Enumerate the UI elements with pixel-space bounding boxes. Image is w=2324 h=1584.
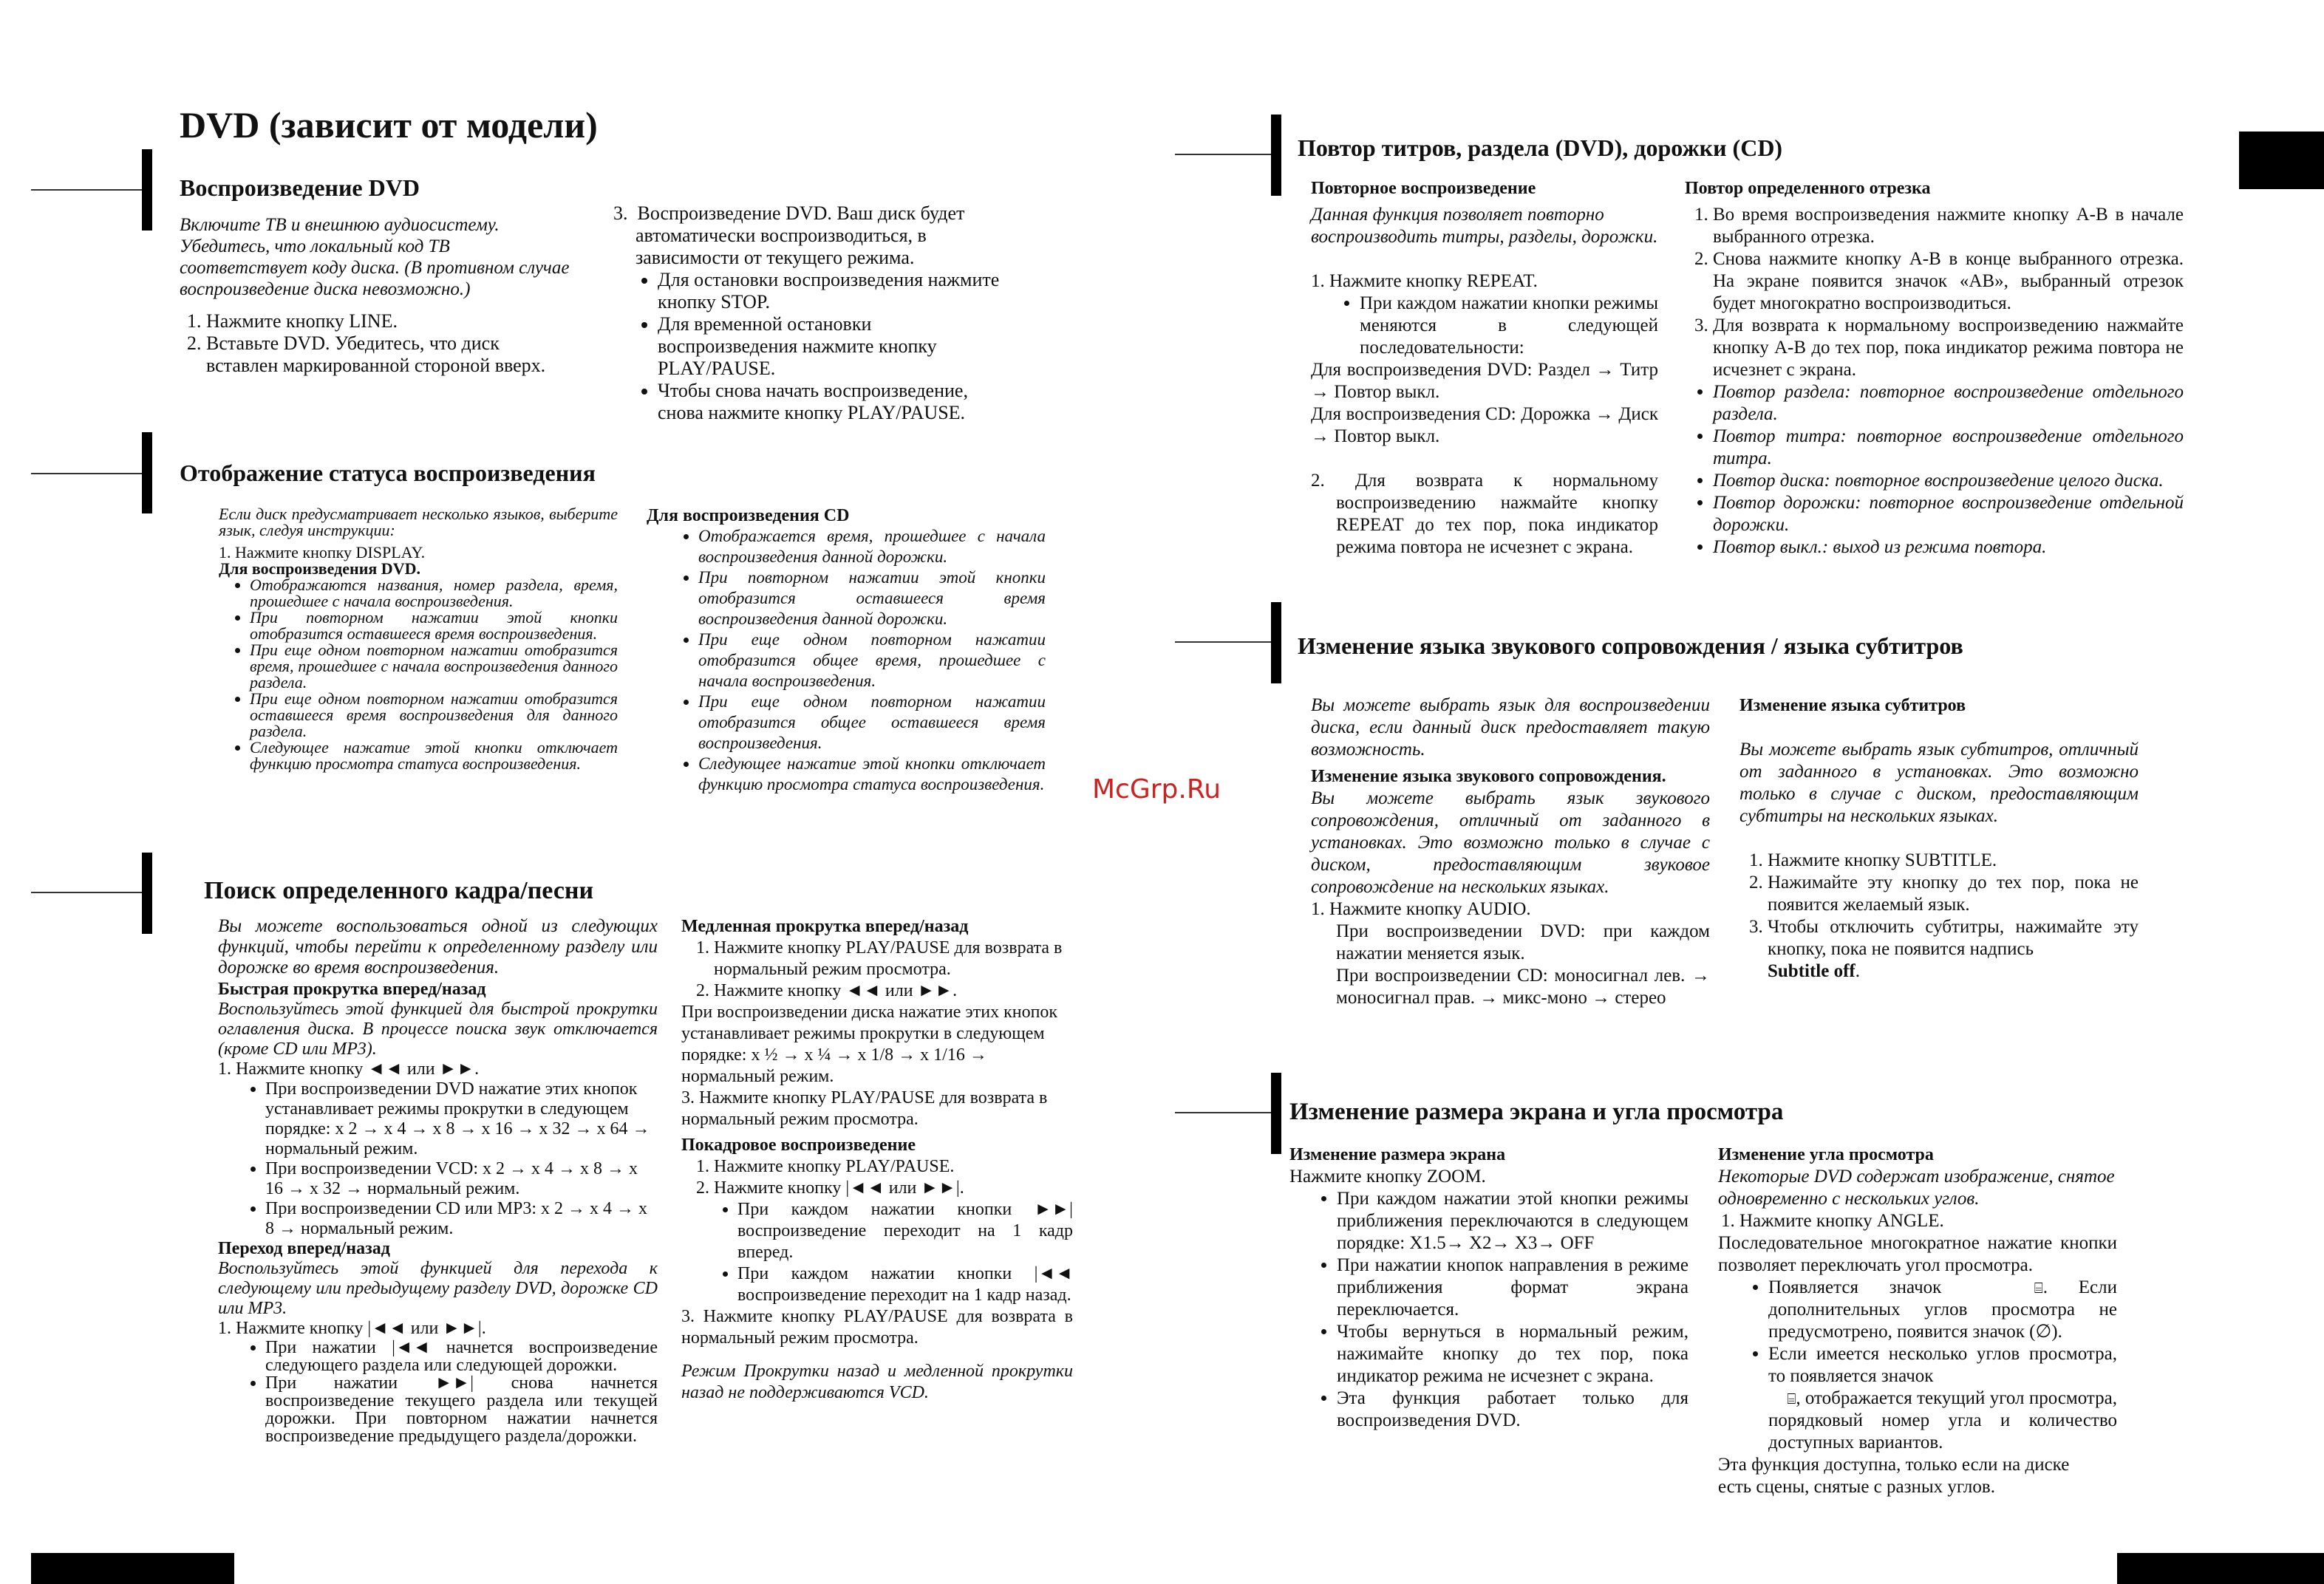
status-intro: Если диск предусматривает несколько языков, выберите язык, следуя инструкции: — [219, 505, 618, 539]
repeat-heading: Повторное воспроизведение — [1311, 179, 1536, 198]
fast-step: 1. Нажмите кнопку ◄◄ или ►►. — [218, 1059, 480, 1079]
list-item: • Повтор дорожки: повторное воспроизведение отдельной дорожки. — [1713, 492, 2184, 536]
dvd-playback-steps — [180, 310, 571, 377]
dvd-playback-intro: Включите ТВ и внешнюю аудиосистему. Убедитесь, что локальный код ТВ соответствует коду диска. (В противном случае воспроизведение диска невозможно.) — [180, 215, 570, 299]
list-item: 1. Нажмите кнопку LINE. — [206, 310, 571, 332]
subtitle-steps — [1739, 850, 2139, 983]
section-marker-line — [31, 892, 142, 893]
angle-bullet2-end: , отображается текущий угол просмотра, порядковый номер угла и количество доступных вариантов. — [1768, 1388, 2118, 1452]
section-heading-search: Поиск определенного кадра/песни — [204, 877, 594, 904]
search-col2 — [681, 916, 1073, 1404]
section-marker-line — [31, 473, 142, 474]
dvd-playback-step3: 3. Воспроизведение DVD. Ваш диск будет автоматически воспроизводиться, в зависимости от текущего режима. — [613, 202, 965, 268]
zoom-bullets — [1289, 1188, 1689, 1432]
reverse-note: Режим Прокрутки назад и медленной прокрутки назад не поддерживаются VCD. — [681, 1362, 1073, 1402]
angle-bullet1-end: . Если дополнительных углов просмотра не предусмотрено, появится значок (∅). — [1768, 1277, 2117, 1342]
page-title: DVD (зависит от модели) — [180, 104, 598, 146]
section-marker-bar — [142, 853, 152, 934]
ab-repeat-steps — [1685, 204, 2184, 381]
list-item: 3. Для возврата к нормальному воспроизведению нажмайте кнопку A-B до тех пор, пока индикатор режима повтора не исчезнет с экрана. — [1713, 315, 2184, 381]
list-item: • Следующее нажатие этой кнопки отключает функцию просмотра статуса воспроизведения. — [698, 754, 1046, 795]
angle-step1: 1. Нажмите кнопку ANGLE. — [1721, 1211, 1944, 1231]
skip-step: 1. Нажмите кнопку |◄◄ или ►►|. — [218, 1319, 486, 1338]
section-marker-line — [31, 189, 142, 191]
list-item: • Повтор выкл.: выход из режима повтора. — [1713, 536, 2184, 559]
skip-bullets — [218, 1339, 658, 1445]
repeat-intro: Данная функция позволяет повторно воспроизводить титры, разделы, дорожки. — [1311, 205, 1658, 247]
list-item: • При воспроизведении DVD нажатие этих кнопок устанавливает режимы прокрутки в следующем порядке: x 2 → x 4 → x 8 → x 16 → x 32 → x 64 → нормальный режим. — [265, 1079, 658, 1159]
list-item: • При еще одном повторном нажатии отобразится общее оставшееся время воспроизведения. — [698, 692, 1046, 754]
frame-steps — [681, 1156, 1073, 1199]
angle-col2 — [1718, 1144, 2117, 1498]
list-item: • Чтобы вернуться в нормальный режим, нажимайте кнопку до тех пор, пока индикатор режима не исчезнет с экрана. — [1337, 1321, 1689, 1387]
list-item: • Повтор раздела: повторное воспроизведение отдельного раздела. — [1713, 381, 2184, 426]
frame-heading: Покадровое воспроизведение — [681, 1136, 916, 1155]
list-item: • При каждом нажатии этой кнопки режимы приближения переключаются в следующем порядке: X1.5→ X2→ X3→ OFF — [1337, 1188, 1689, 1254]
step3-text: Воспроизведение DVD. Ваш диск будет автоматически воспроизводиться, в зависимости от текущего режима. — [635, 202, 965, 268]
list-item: • При еще одном повторном нажатии отобразится оставшееся время воспроизведения для данного раздела. — [250, 691, 618, 740]
status-cd-bullets — [647, 526, 1046, 795]
section-marker-bar — [142, 149, 152, 231]
angle-bullet1-start: Появляется значок — [1768, 1277, 1942, 1297]
list-item: • Повтор диска: повторное воспроизведение целого диска. — [1713, 470, 2184, 492]
list-item: • Эта функция работает только для воспроизведения DVD. — [1337, 1387, 1689, 1432]
status-dvd-label: Для воспроизведения DVD. — [219, 559, 420, 578]
ab-repeat-heading: Повтор определенного отрезка — [1685, 179, 1931, 198]
angle-end-note: Эта функция доступна, только если на диске есть сцены, снятые с разных углов. — [1718, 1455, 2070, 1497]
repeat-step1: 1. Нажмите кнопку REPEAT. — [1311, 271, 1538, 291]
list-item: 1. Нажмите кнопку PLAY/PAUSE для возврата в нормальный режим просмотра. — [714, 938, 1073, 980]
angle-intro: Некоторые DVD содержат изображение, снятое одновременно с нескольких углов. — [1718, 1167, 2115, 1209]
repeat-bullets — [1311, 293, 1658, 359]
list-item: • Для остановки воспроизведения нажмите кнопку STOP. — [658, 269, 1012, 313]
angle-text: Последовательное многократное нажатие кнопки позволяет переключать угол просмотра. — [1718, 1233, 2117, 1275]
section-heading-dvd-playback: Воспроизведение DVD — [180, 174, 420, 201]
slow-steps — [681, 938, 1073, 1002]
audio-intro: Вы можете выбрать язык звукового сопровождения, отличный от заданного в установках. Это возможно только в случае с диском, предоставляющим звуковое сопровождение на нескольких языках. — [1311, 788, 1710, 897]
frame-bullets — [681, 1199, 1073, 1306]
subtitle-heading: Изменение языка субтитров — [1739, 696, 1966, 715]
section-heading-language: Изменение языка звукового сопровождения / языка субтитров — [1298, 632, 1963, 659]
section-marker-line — [1175, 1112, 1271, 1113]
list-item: 2. Снова нажмите кнопку A-B в конце выбранного отрезка. На экране появится значок «AB», выбранный отрезок будет многократно воспроизводиться. — [1713, 248, 2184, 315]
section-marker-bar — [1271, 115, 1281, 196]
repeat-col2 — [1685, 177, 2184, 559]
bottom-left-tab-block — [31, 1553, 234, 1584]
slow-heading: Медленная прокрутка вперед/назад — [681, 917, 969, 936]
angle-bullet2-start: Если имеется несколько углов просмотра, то появляется значок — [1768, 1344, 2117, 1386]
list-item: • При каждом нажатии кнопки ►►| воспроизведение переходит на 1 кадр вперед. — [737, 1199, 1073, 1263]
list-item: • Отображаются названия, номер раздела, время, прошедшее с начала воспроизведения. — [250, 577, 618, 610]
list-item: 1. Нажмите кнопку PLAY/PAUSE. — [714, 1156, 1073, 1178]
zoom-col1 — [1289, 1144, 1689, 1432]
angle-bullets — [1718, 1277, 2117, 1454]
list-item: • При еще одном повторном нажатии отобразится время, прошедшее с начала воспроизведения данного раздела. — [250, 642, 618, 691]
section-heading-zoom-angle: Изменение размера экрана и угла просмотра — [1289, 1099, 1784, 1125]
dvd-playback-col1 — [180, 214, 571, 377]
fast-intro: Воспользуйтесь этой функцией для быстрой прокрутки оглавления диска. В процессе поиска звук отключается (кроме CD или MP3). — [218, 1000, 658, 1059]
skip-heading: Переход вперед/назад — [218, 1239, 390, 1258]
list-item — [1768, 1277, 2117, 1343]
status-dvd-bullets — [219, 577, 618, 772]
list-item: • При нажатии |◄◄ начнется воспроизведение следующего раздела или следующей дорожки. — [265, 1339, 658, 1374]
language-intro: Вы можете выбрать язык для воспроизведении диска, если данный диск предоставляет такую возможность. — [1311, 695, 1710, 759]
list-item: • При воспроизведении CD или MP3: x 2 → x 4 → x 8 → нормальный режим. — [265, 1199, 658, 1239]
list-item: 1. Нажмите кнопку SUBTITLE. — [1768, 850, 2139, 872]
section-marker-line — [1175, 154, 1271, 155]
angle-heading: Изменение угла просмотра — [1718, 1145, 1934, 1164]
status-display-col2 — [647, 506, 1046, 795]
subtitle-intro: Вы можете выбрать язык субтитров, отличный от заданного в установках. Это возможно только в случае с диском, предоставляющим субтитры на нескольких языках. — [1739, 740, 2139, 826]
subtitle-step3-text: Чтобы отключить субтитры, нажимайте эту кнопку, пока не появится надпись — [1768, 917, 2139, 959]
repeat-step2: 2. Для возврата к нормальному воспроизведению нажмайте кнопку REPEAT до тех пор, пока индикатор режима повтора не исчезнет с экрана. — [1311, 471, 1658, 557]
audio-cd-note: При воспроизведении CD: моносигнал лев. → моносигнал прав. → микс-моно → стерео — [1336, 966, 1710, 1008]
list-item: • Отображается время, прошедшее с начала воспроизведения данной дорожки. — [698, 526, 1046, 567]
camera-angle-icon: ⌸ — [2034, 1279, 2043, 1297]
fast-heading: Быстрая прокрутка вперед/назад — [218, 980, 486, 999]
list-item: 2. Нажимайте эту кнопку до тех пор, пока не появится желаемый язык. — [1768, 872, 2139, 916]
list-item: • При нажатии ►►| снова начнется воспроизведение текущего раздела или текущей дорожки. При повторном нажатии начнется воспроизведение предыдущего раздела/дорожки. — [265, 1374, 658, 1445]
language-col2 — [1739, 694, 2139, 983]
section-marker-bar — [1271, 1073, 1281, 1154]
top-right-tab-block — [2239, 132, 2324, 189]
ab-repeat-bullets — [1685, 381, 2184, 559]
section-heading-status-display: Отображение статуса воспроизведения — [180, 460, 596, 486]
search-col1 — [218, 916, 658, 1445]
list-item: • Следующее нажатие этой кнопки отключает функцию просмотра статуса воспроизведения. — [250, 740, 618, 772]
status-step1: 1. Нажмите кнопку DISPLAY. — [219, 543, 426, 561]
section-marker-bar — [142, 432, 152, 513]
status-cd-label: Для воспроизведения CD — [647, 506, 850, 525]
list-item: • При нажатии кнопок направления в режиме приближения формат экрана переключается. — [1337, 1254, 1689, 1321]
list-item — [1768, 916, 2139, 983]
audio-heading: Изменение языка звукового сопровождения. — [1311, 767, 1666, 786]
list-item: • Чтобы снова начать воспроизведение, снова нажмите кнопку PLAY/PAUSE. — [658, 380, 1012, 424]
list-item — [1768, 1343, 2117, 1454]
zoom-heading: Изменение размера экрана — [1289, 1145, 1506, 1164]
subtitle-off-label: Subtitle off — [1768, 961, 1856, 981]
section-heading-repeat: Повтор титров, раздела (DVD), дорожки (CD) — [1298, 134, 1783, 161]
language-col1 — [1311, 694, 1710, 1009]
search-intro: Вы можете воспользоваться одной из следующих функций, чтобы перейти к определенному разделу или дорожке во время воспроизведения. — [218, 916, 658, 977]
section-marker-line — [1175, 641, 1271, 643]
frame-step3: 3. Нажмите кнопку PLAY/PAUSE для возврата в нормальный режим просмотра. — [681, 1307, 1073, 1348]
list-item: • При повторном нажатии этой кнопки отобразится оставшееся время воспроизведения. — [250, 610, 618, 642]
list-item: • При каждом нажатии кнопки |◄◄ воспроизведение переходит на 1 кадр назад. — [737, 1263, 1073, 1306]
list-item: • При повторном нажатии этой кнопки отобразится оставшееся время воспроизведения данной дорожки. — [698, 567, 1046, 629]
zoom-step: Нажмите кнопку ZOOM. — [1289, 1167, 1486, 1187]
list-item: • При еще одном повторном нажатии отобразится общее время, прошедшее с начала воспроизведения. — [698, 629, 1046, 692]
list-item: • Для временной остановки воспроизведения нажмите кнопку PLAY/PAUSE. — [658, 313, 1012, 380]
list-item: • При каждом нажатии кнопки режимы меняются в следующей последовательности: — [1360, 293, 1658, 359]
slow-text: При воспроизведении диска нажатие этих кнопок устанавливает режимы прокрутки в следующем порядке: x ½ → x ¼ → x 1/8 → x 1/16 → нормальный режим. — [681, 1003, 1058, 1086]
status-display-col1 — [219, 506, 618, 772]
skip-intro: Воспользуйтесь этой функцией для перехода к следующему или предыдущему разделу DVD, дорожке CD или MP3. — [218, 1259, 658, 1318]
list-item: • При воспроизведении VCD: x 2 → x 4 → x 8 → x 16 → x 32 → нормальный режим. — [265, 1159, 658, 1199]
audio-step1: 1. Нажмите кнопку AUDIO. — [1311, 899, 1531, 919]
repeat-cd-sequence: Для воспроизведения CD: Дорожка → Диск → Повтор выкл. — [1311, 404, 1658, 446]
camera-angle-icon: ⌸ — [1787, 1390, 1796, 1407]
subtitle-step3-end: . — [1855, 961, 1860, 981]
bottom-right-tab-block — [2117, 1553, 2324, 1584]
audio-dvd-note: При воспроизведении DVD: при каждом нажатии меняется язык. — [1336, 921, 1710, 963]
list-item: 2. Нажмите кнопку |◄◄ или ►►|. — [714, 1178, 1073, 1199]
list-item: • Повтор титра: повторное воспроизведение отдельного титра. — [1713, 426, 2184, 470]
list-item: 2. Нажмите кнопку ◄◄ или ►►. — [714, 980, 1073, 1002]
dvd-playback-step3-bullets — [635, 269, 1012, 424]
list-item: 2. Вставьте DVD. Убедитесь, что диск вставлен маркированной стороной вверх. — [206, 332, 571, 377]
list-item: 1. Во время воспроизведения нажмите кнопку A-B в начале выбранного отрезка. — [1713, 204, 2184, 248]
slow-step3: 3. Нажмите кнопку PLAY/PAUSE для возврата в нормальный режим просмотра. — [681, 1088, 1048, 1129]
fast-bullets — [218, 1079, 658, 1239]
repeat-dvd-sequence: Для воспроизведения DVD: Раздел → Титр → Повтор выкл. — [1311, 360, 1658, 402]
watermark: McGrp.Ru — [1092, 774, 1221, 805]
dvd-playback-col2 — [613, 202, 1012, 424]
repeat-col1 — [1311, 177, 1658, 559]
